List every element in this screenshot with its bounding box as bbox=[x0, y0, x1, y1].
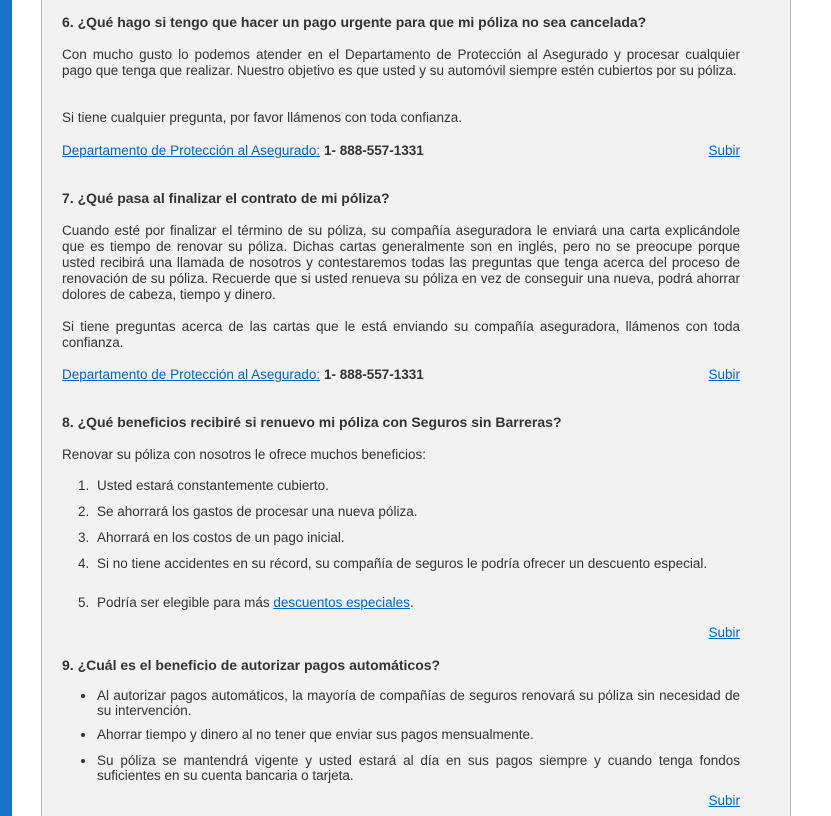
bullet-icon bbox=[81, 759, 85, 763]
back-to-top-link[interactable]: Subir bbox=[708, 625, 740, 640]
contact-department-link[interactable]: Departamento de Protección al Asegurado: bbox=[62, 143, 321, 158]
question-8-title: 8. ¿Qué beneficios recibiré si renuevo mi póliza con Seguros sin Barreras? bbox=[62, 414, 562, 430]
question-6-answer: Con mucho gusto lo podemos atender en el Departamento de Protección al Asegurado y procesar cualquier pago que tenga que realizar. Nuestro objetivo es que usted y su automóvil siempre estén cubiertos por su póliza. bbox=[62, 47, 740, 78]
question-7-contact bbox=[62, 367, 740, 383]
contact-phone: 1- 888-557-1331 bbox=[323, 367, 424, 382]
contact-department-link[interactable]: Departamento de Protección al Asegurado: bbox=[62, 367, 321, 382]
left-accent-bar bbox=[0, 0, 12, 816]
question-6-contact bbox=[62, 143, 740, 159]
question-7-title: 7. ¿Qué pasa al finalizar el contrato de mi póliza? bbox=[62, 190, 390, 206]
bullet-icon bbox=[81, 733, 85, 737]
faq-panel: 6. ¿Qué hago si tengo que hacer un pago urgente para que mi póliza no sea cancelada? Con mucho gusto lo podemos atender en el Departamento de Protección al Asegurado y procesar cualquier pago que tenga que realizar. Nuestro objetivo es que usted y su automóvil siempre estén cubiertos por su póliza. Si tiene cualquier pregunta, por favor llámenos con toda confianza. Departamento de Protección al Asegurado: 1- 888-557-1331 Subir 7. ¿Qué pasa al finalizar el contrato de mi póliza? Cuando esté por finalizar el término de su póliza, su compañía aseguradora le enviará una carta explicándole que es tiempo de renovar su póliza. Dichas cartas generalmente son en inglés, pero no se preocupe porque usted recibirá una llamada de nosotros y contestaremos todas las preguntas que tenga acerca del proceso de renovación de su póliza. Recuerde que si usted renueva su póliza en vez de conseguir una nueva, podrá ahorrar dolores de cabeza, tiempo y dinero. Si tiene preguntas acerca de las cartas que le está enviando su compañía aseguradora, llámenos con toda confianza. Departamento de Protección al Asegurado: 1- 888-557-1331 Subir 8. ¿Qué beneficios recibiré si renuevo mi póliza con Seguros sin Barreras? Renovar su póliza con nosotros le ofrece muchos beneficios: 1. Usted estará constantemente cubierto. 2. Se ahorrará los gastos de procesar una nueva póliza. 3. Ahorrará en los costos de un pago inicial. 4. Si no tiene accidentes en su récord, su compañía de seguros le podría ofrecer un descuento especial. 5. Podría ser elegible para más descuentos especiales. Subir 9. ¿Cuál es el beneficio de autorizar pagos automáticos? Al autorizar pagos automáticos, la mayoría de compañías de seguros renovará su póliza sin necesidad de su intervención. Ahorrar tiempo y dinero al no tener que enviar sus pagos mensualmente. Su póliza se mantendrá vigente y usted estará al día en sus pagos siempre y cuando tenga fondos suficientes en su cuenta bancaria o tarjeta. Subir bbox=[41, 0, 791, 816]
contact-phone: 1- 888-557-1331 bbox=[323, 143, 424, 158]
special-discounts-link[interactable]: descuentos especiales bbox=[273, 595, 410, 610]
question-7-answer: Cuando esté por finalizar el término de su póliza, su compañía aseguradora le enviará una carta explicándole que es tiempo de renovar su póliza. Dichas cartas generalmente son en inglés, pero no se preocupe porque usted recibirá una llamada de nosotros y contestaremos todas las preguntas que tenga acerca del proceso de renovación de su póliza. Recuerde que si usted renueva su póliza en vez de conseguir una nueva, podrá ahorrar dolores de cabeza, tiempo y dinero. bbox=[62, 223, 740, 302]
question-6-title: 6. ¿Qué hago si tengo que hacer un pago urgente para que mi póliza no sea cancelada? bbox=[62, 14, 647, 30]
question-9-title: 9. ¿Cuál es el beneficio de autorizar pagos automáticos? bbox=[62, 657, 441, 673]
question-8-intro: Renovar su póliza con nosotros le ofrece muchos beneficios: bbox=[62, 447, 426, 462]
back-to-top-link[interactable]: Subir bbox=[708, 143, 740, 158]
back-to-top-link[interactable]: Subir bbox=[708, 367, 740, 382]
back-to-top-link[interactable]: Subir bbox=[708, 793, 740, 808]
question-7-note: Si tiene preguntas acerca de las cartas que le está enviando su compañía aseguradora, llámenos con toda confianza. bbox=[62, 319, 740, 350]
bullet-icon bbox=[81, 694, 85, 698]
question-6-note: Si tiene cualquier pregunta, por favor llámenos con toda confianza. bbox=[62, 110, 462, 125]
